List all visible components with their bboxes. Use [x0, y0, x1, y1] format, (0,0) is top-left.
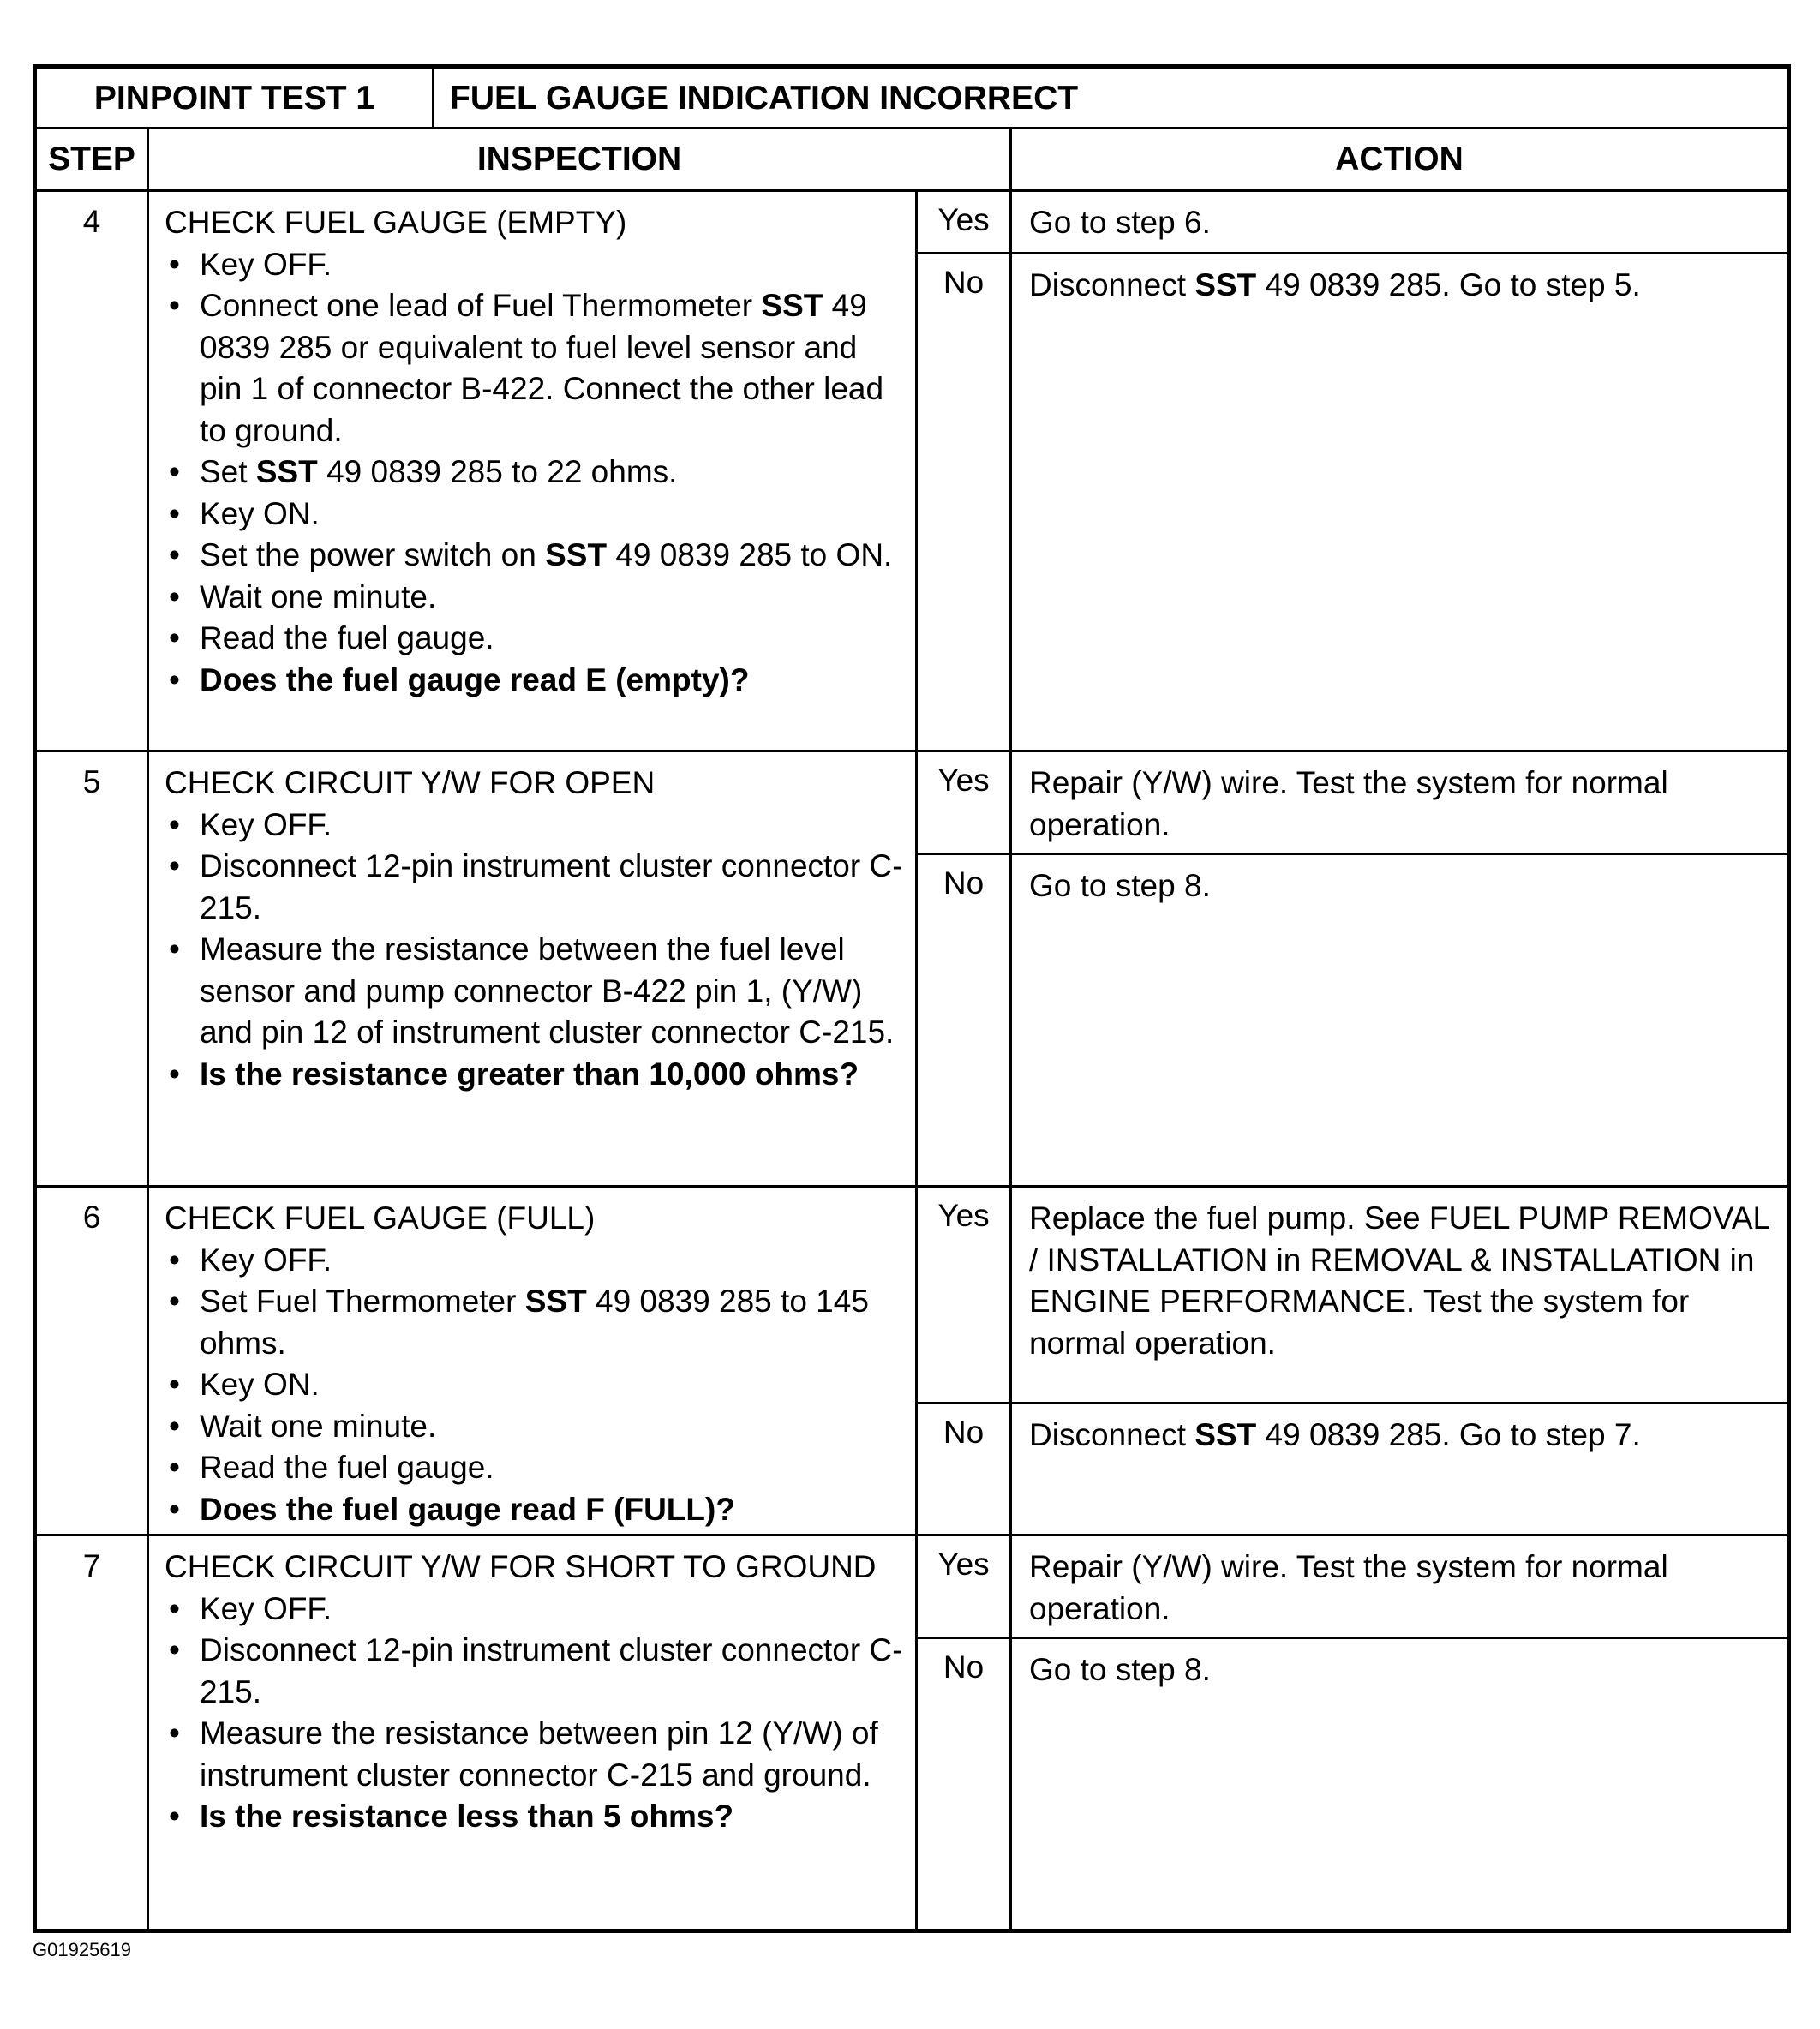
text-segment: Wait one minute. — [200, 578, 437, 614]
inspection-cell — [148, 191, 917, 751]
bold-text: SST — [1194, 267, 1257, 302]
yes-action — [1011, 191, 1789, 254]
inspection-bullet — [165, 1489, 903, 1531]
inspection-bullet — [165, 1589, 903, 1631]
no-label: No — [917, 1404, 1011, 1535]
no-action — [1011, 854, 1789, 1187]
step-number: 7 — [35, 1535, 148, 1931]
yes-label: Yes — [917, 1535, 1011, 1638]
text-segment: Disconnect 12-pin instrument cluster connector C-215. — [200, 1632, 903, 1709]
bold-text: SST — [524, 1284, 587, 1319]
step-row — [35, 191, 1789, 254]
yes-action — [1011, 1535, 1789, 1638]
inspection-list — [165, 805, 903, 1096]
inspection-column-header: INSPECTION — [148, 129, 1011, 191]
pinpoint-test-table — [33, 64, 1791, 1933]
inspection-bullet — [165, 452, 903, 494]
no-action — [1011, 254, 1789, 751]
text-segment: Set the power switch on — [200, 537, 546, 572]
bold-text: SST — [1194, 1417, 1257, 1452]
text-segment: Repair (Y/W) wire. Test the system for normal operation. — [1029, 765, 1668, 842]
test-title: FUEL GAUGE INDICATION INCORRECT — [434, 67, 1789, 129]
action-column-header: ACTION — [1011, 129, 1789, 191]
text-segment: Set Fuel Thermometer — [200, 1284, 525, 1319]
step-row — [35, 751, 1789, 854]
inspection-title: CHECK FUEL GAUGE (EMPTY) — [165, 205, 627, 240]
text-segment: Repair (Y/W) wire. Test the system for normal operation. — [1029, 1549, 1668, 1626]
bold-text: SST — [545, 537, 608, 572]
text-segment: Key ON. — [200, 1367, 320, 1402]
bold-text: Is the resistance less than 5 ohms? — [200, 1799, 734, 1834]
text-segment: Key OFF. — [200, 1590, 332, 1626]
bold-text: SST — [255, 454, 318, 489]
bold-text: Does the fuel gauge read E (empty)? — [200, 661, 750, 697]
text-segment: Replace the fuel pump. See FUEL PUMP REMOVAL / INSTALLATION in REMOVAL & INSTALLATION in ENGINE PERFORMANCE. Test the system for normal operation. — [1029, 1200, 1769, 1361]
yes-action — [1011, 1187, 1789, 1404]
text-segment: Go to step 8. — [1029, 868, 1211, 903]
inspection-bullet — [165, 618, 903, 660]
inspection-bullet — [165, 1406, 903, 1448]
text-segment: Connect one lead of Fuel Thermometer — [200, 288, 762, 323]
inspection-list — [165, 1589, 903, 1838]
no-label: No — [917, 854, 1011, 1187]
text-segment: Key OFF. — [200, 246, 332, 282]
inspection-title: CHECK FUEL GAUGE (FULL) — [165, 1200, 596, 1236]
no-label: No — [917, 254, 1011, 751]
text-segment: Key OFF. — [200, 1242, 332, 1278]
inspection-title: CHECK CIRCUIT Y/W FOR SHORT TO GROUND — [165, 1549, 877, 1584]
inspection-bullet — [165, 1713, 903, 1796]
text-segment: Set — [200, 454, 256, 489]
text-segment: 49 0839 285 to ON. — [607, 537, 893, 572]
column-header-row — [35, 129, 1789, 191]
yes-label: Yes — [917, 191, 1011, 254]
inspection-list — [165, 1240, 903, 1531]
inspection-bullet — [165, 846, 903, 929]
step-row — [35, 1187, 1789, 1404]
bold-text: Is the resistance greater than 10,000 ohms? — [200, 1056, 859, 1092]
inspection-bullet — [165, 535, 903, 577]
text-segment: Disconnect — [1029, 267, 1195, 302]
inspection-cell — [148, 1535, 917, 1931]
inspection-cell — [148, 1187, 917, 1535]
figure-id: G01925619 — [33, 1939, 131, 1960]
no-label: No — [917, 1638, 1011, 1931]
title-row — [35, 67, 1789, 129]
inspection-bullet — [165, 244, 903, 286]
bold-text: Does the fuel gauge read F (FULL)? — [200, 1491, 735, 1527]
text-segment: 49 0839 285. Go to step 5. — [1256, 267, 1641, 302]
text-segment: Go to step 8. — [1029, 1652, 1211, 1687]
text-segment: Disconnect 12-pin instrument cluster connector C-215. — [200, 848, 903, 925]
step-column-header: STEP — [35, 129, 148, 191]
inspection-cell — [148, 751, 917, 1187]
inspection-bullet — [165, 660, 903, 702]
test-label: PINPOINT TEST 1 — [35, 67, 434, 129]
inspection-bullet — [165, 1054, 903, 1096]
text-segment: Disconnect — [1029, 1417, 1195, 1452]
step-number: 5 — [35, 751, 148, 1187]
step-row — [35, 1535, 1789, 1638]
text-segment: Read the fuel gauge. — [200, 620, 494, 655]
inspection-bullet — [165, 805, 903, 847]
bold-text: SST — [761, 288, 823, 323]
inspection-bullet — [165, 577, 903, 619]
text-segment: 49 0839 285. Go to step 7. — [1256, 1417, 1641, 1452]
step-number: 6 — [35, 1187, 148, 1535]
text-segment: Key OFF. — [200, 806, 332, 842]
text-segment: Wait one minute. — [200, 1408, 437, 1444]
inspection-list — [165, 244, 903, 702]
inspection-bullet — [165, 285, 903, 452]
text-segment: Go to step 6. — [1029, 205, 1211, 240]
text-segment: Measure the resistance between pin 12 (Y/W) of instrument cluster connector C-215 and ground. — [200, 1715, 878, 1793]
inspection-bullet — [165, 1364, 903, 1406]
text-segment: 49 0839 285 to 22 ohms. — [317, 454, 678, 489]
inspection-bullet — [165, 494, 903, 536]
yes-label: Yes — [917, 751, 1011, 854]
inspection-title: CHECK CIRCUIT Y/W FOR OPEN — [165, 765, 656, 800]
no-action — [1011, 1638, 1789, 1931]
inspection-bullet — [165, 1240, 903, 1282]
yes-action — [1011, 751, 1789, 854]
inspection-bullet — [165, 1447, 903, 1489]
inspection-bullet — [165, 1630, 903, 1713]
inspection-bullet — [165, 929, 903, 1054]
yes-label: Yes — [917, 1187, 1011, 1404]
text-segment: 49 0839 285 or equivalent to fuel level sensor and pin 1 of connector B-422. Connect the other lead to ground. — [200, 288, 884, 448]
text-segment: Read the fuel gauge. — [200, 1450, 494, 1485]
text-segment: Measure the resistance between the fuel level sensor and pump connector B-422 pin 1, (Y/W) and pin 12 of instrument cluster connector C-215. — [200, 931, 895, 1050]
step-number: 4 — [35, 191, 148, 751]
no-action — [1011, 1404, 1789, 1535]
inspection-bullet — [165, 1796, 903, 1838]
text-segment: Key ON. — [200, 495, 320, 531]
inspection-bullet — [165, 1281, 903, 1364]
text-segment: 49 0839 285 to 145 ohms. — [200, 1284, 869, 1361]
